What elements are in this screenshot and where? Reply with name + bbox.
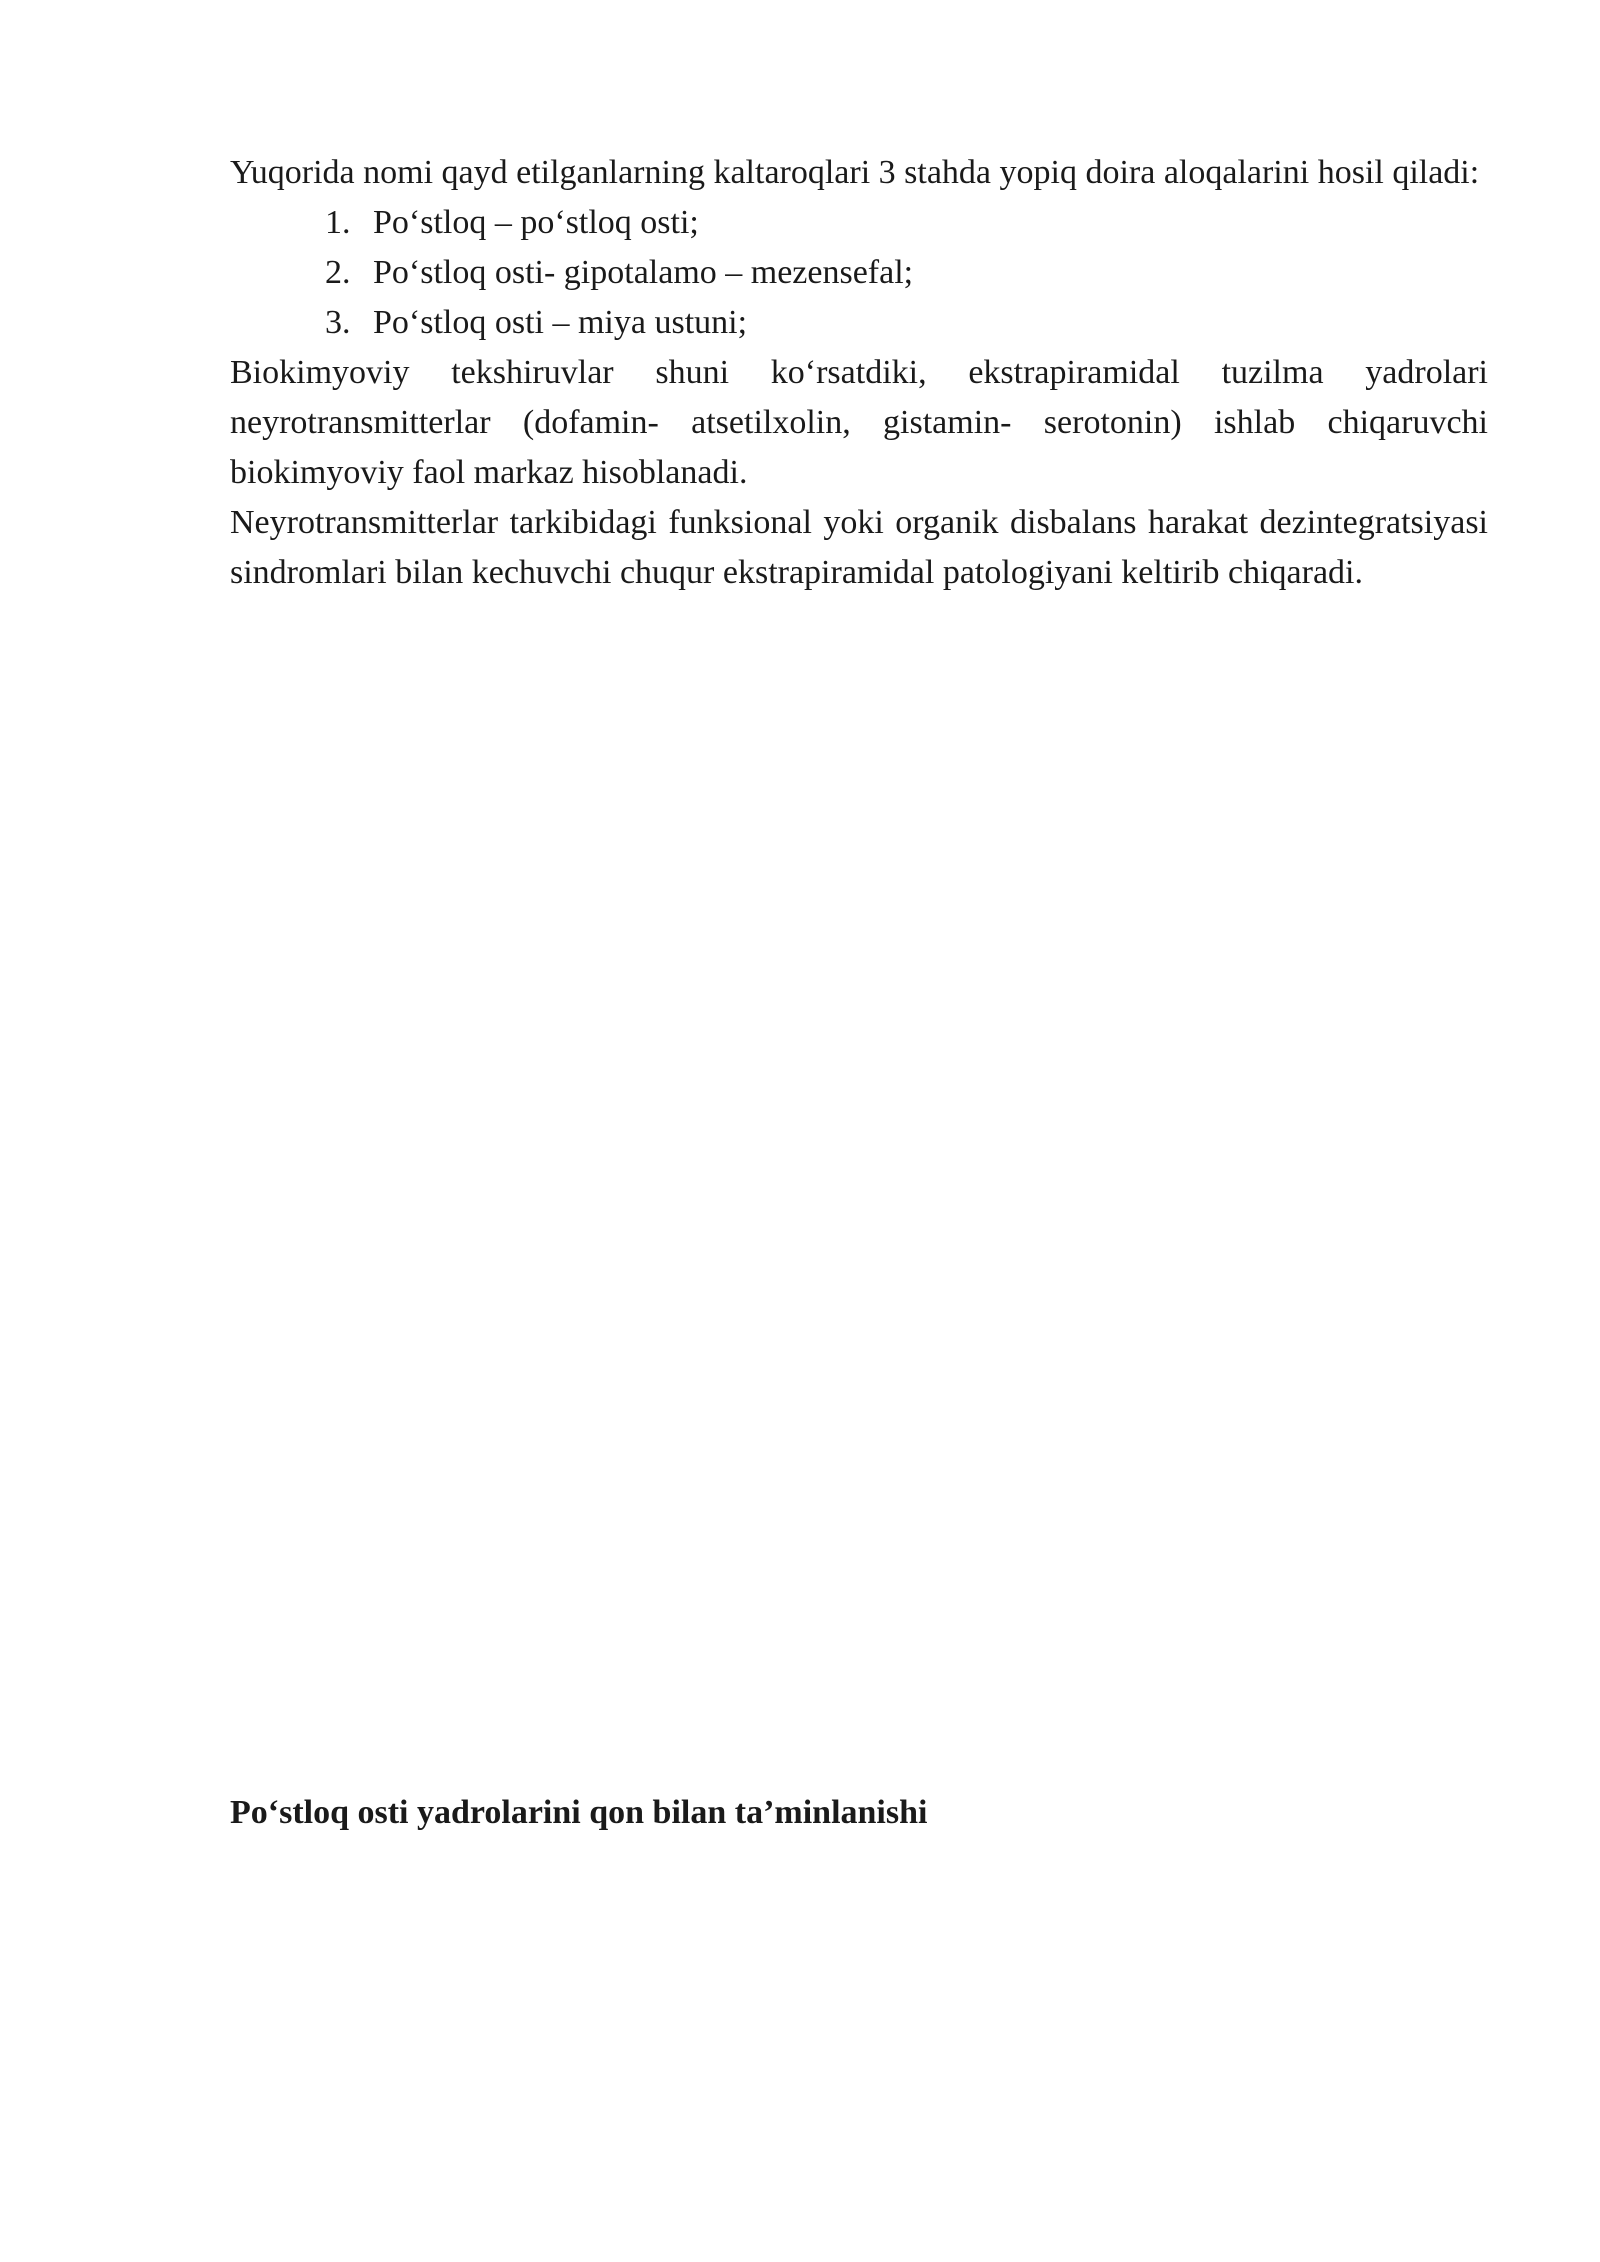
list-number: 3. xyxy=(325,304,351,341)
neurotransmitter-paragraph: Neyrotransmitterlar tarkibidagi funksional yoki organik disbalans harakat dezintegratsiyasi sindromlari bilan kechuvchi chuqur ekstrapiramidal patologiyani keltirib chiqaradi. xyxy=(230,504,1488,591)
list-item-text: Po‘stloq osti- gipotalamo – mezensefal; xyxy=(373,254,914,291)
numbered-list xyxy=(230,198,1488,348)
list-item xyxy=(230,198,1488,248)
list-number: 2. xyxy=(325,254,351,291)
document-body xyxy=(230,148,1488,598)
biochemistry-paragraph: Biokimyoviy tekshiruvlar shuni ko‘rsatdiki, ekstrapiramidal tuzilma yadrolari neyrotransmitterlar (dofamin- atsetilxolin, gistamin- serotonin) ishlab chiqaruvchi biokimyoviy faol markaz hisoblanadi. xyxy=(230,354,1488,491)
list-number: 1. xyxy=(325,204,351,241)
list-item xyxy=(230,248,1488,298)
list-item-text: Po‘stloq – po‘stloq osti; xyxy=(373,204,699,241)
intro-paragraph: Yuqorida nomi qayd etilganlarning kaltaroqlari 3 stahda yopiq doira aloqalarini hosil qiladi: xyxy=(230,154,1480,191)
section-heading: Po‘stloq osti yadrolarini qon bilan ta’minlanishi xyxy=(230,1794,928,1831)
list-item-text: Po‘stloq osti – miya ustuni; xyxy=(373,304,748,341)
list-item xyxy=(230,298,1488,348)
